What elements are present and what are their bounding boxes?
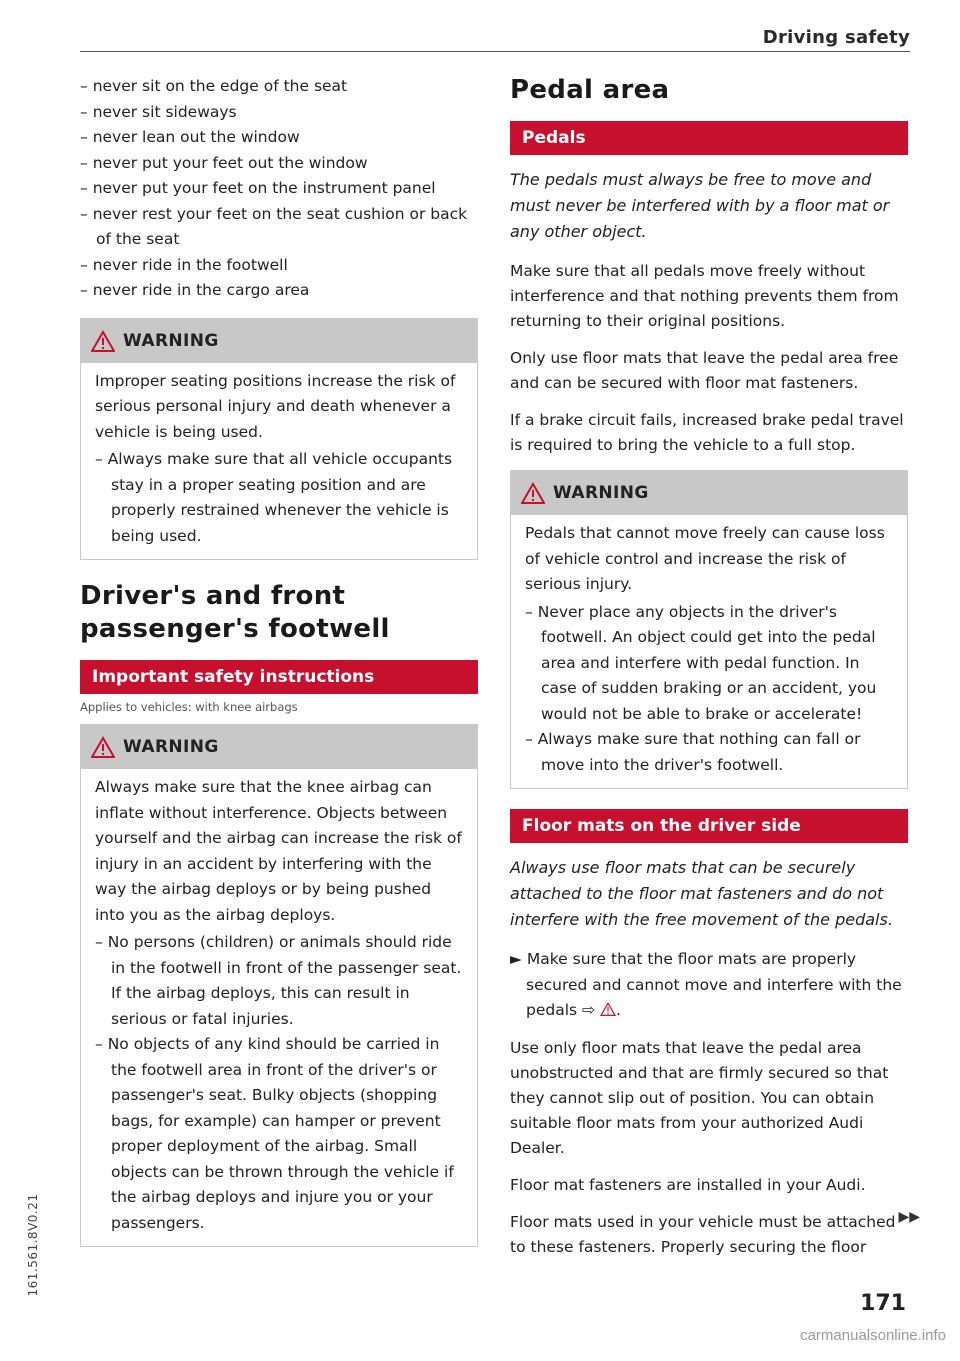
warning-triangle-icon	[521, 482, 545, 504]
step-period: .	[615, 1001, 621, 1019]
list-item: – No objects of any kind should be carried in the footwell area in front of the driver's or passenger's seat. Bulky objects (shopping bags, for example) can hamper or prevent proper deployment of the airbag. Small objects can be thrown through the vehicle if the airbag deploys and injure you or your passengers.	[95, 1032, 463, 1236]
paragraph: Floor mat fasteners are installed in your Audi.	[510, 1175, 866, 1194]
list-item: – never rest your feet on the seat cushion or back of the seat	[80, 202, 478, 253]
warning-text: Improper seating positions increase the risk of serious personal injury and death whenever a vehicle is being used.	[95, 371, 456, 441]
side-code-text: 161.561.8V0.21	[26, 1193, 40, 1297]
list-item: – never put your feet on the instrument panel	[80, 176, 478, 202]
running-header: Driving safety	[762, 27, 910, 48]
paragraph: Use only floor mats that leave the pedal area unobstructed and that are firmly secured so that they cannot slip out of position. You can obtain suitable floor mats from your authorized Audi Dealer.	[510, 1038, 889, 1157]
subsection-bar-safety: Important safety instructions	[80, 660, 478, 694]
warning-list	[95, 447, 463, 549]
paragraph: Only use floor mats that leave the pedal area free and can be secured with floor mat fasteners.	[510, 349, 899, 392]
list-item: – never sit on the edge of the seat	[80, 74, 478, 100]
step-arrow-icon: ►	[510, 950, 527, 968]
paragraph: Make sure that all pedals move freely without interference and that nothing prevents them from returning to their original positions.	[510, 262, 899, 330]
warning-label: WARNING	[553, 483, 649, 503]
warning-body	[81, 769, 477, 1246]
warning-triangle-icon	[600, 1002, 616, 1016]
warning-list	[525, 600, 893, 779]
seat-rules-list	[80, 74, 478, 304]
step-text: Make sure that the floor mats are properly secured and cannot move and interfere with the pedals	[526, 950, 902, 1019]
watermark: carmanualsonline.info	[800, 1327, 946, 1344]
side-code	[22, 1175, 44, 1315]
warning-text: Pedals that cannot move freely can cause loss of vehicle control and increase the risk of serious injury.	[525, 524, 885, 593]
paragraph: If a brake circuit fails, increased brake pedal travel is required to bring the vehicle to a full stop.	[510, 411, 904, 454]
warning-list	[95, 930, 463, 1236]
warning-header	[81, 319, 477, 363]
subsection-bar-pedals: Pedals	[510, 121, 908, 155]
warning-box-seating	[80, 318, 478, 561]
applies-note: Applies to vehicles: with knee airbags	[80, 700, 298, 714]
continue-arrow-icon: ▶▶	[898, 1209, 920, 1225]
warning-label: WARNING	[123, 330, 219, 351]
list-item: – never sit sideways	[80, 100, 478, 126]
list-item: – never ride in the cargo area	[80, 278, 478, 304]
warning-triangle-icon	[91, 330, 115, 352]
warning-text: Always make sure that the knee airbag can inflate without interference. Objects between yourself and the airbag can increase the risk of injury in an accident by interfering with the way the airbag deploys or by being pushed into you as the airbag deploys.	[95, 778, 462, 924]
warning-box-pedals	[510, 470, 908, 789]
warning-box-knee-airbag	[80, 724, 478, 1247]
warning-header	[511, 471, 907, 515]
paragraph: Floor mats used in your vehicle must be attached to these fasteners. Properly securing the floor	[510, 1212, 896, 1256]
warning-triangle-icon	[91, 736, 115, 758]
page-number: 171	[860, 1291, 906, 1316]
list-item: – never lean out the window	[80, 125, 478, 151]
left-column	[80, 74, 478, 1267]
warning-body	[81, 363, 477, 560]
warning-label: WARNING	[123, 737, 219, 757]
warning-body	[511, 515, 907, 788]
list-item: – Always make sure that nothing can fall or move into the driver's footwell.	[525, 727, 893, 778]
list-item: – never put your feet out the window	[80, 151, 478, 177]
subsection-bar-floor-mats: Floor mats on the driver side	[510, 809, 908, 843]
right-column	[510, 74, 908, 1272]
list-item: – Never place any objects in the driver's footwell. An object could get into the pedal area and interfere with pedal function. In case of sudden braking or an accident, you would not be able to brake or accelerate!	[525, 600, 893, 728]
floor-intro: Always use floor mats that can be securely attached to the floor mat fasteners and do not interfere with the free movement of the pedals.	[510, 858, 893, 929]
list-item: – No persons (children) or animals should ride in the footwell in front of the passenger seat. If the airbag deploys, this can result in serious or fatal injuries.	[95, 930, 463, 1032]
header-rule	[80, 51, 910, 52]
list-item: – Always make sure that all vehicle occupants stay in a proper seating position and are properly restrained whenever the vehicle is being used.	[95, 447, 463, 549]
section-title-pedal-area: Pedal area	[510, 75, 670, 105]
section-title-footwell: Driver's and front passenger's footwell	[80, 581, 390, 644]
step-item	[510, 947, 908, 1024]
list-item: – never ride in the footwell	[80, 253, 478, 279]
warning-header	[81, 725, 477, 769]
reference-arrow-icon: ⇨	[582, 1001, 596, 1019]
pedals-intro: The pedals must always be free to move and must never be interfered with by a floor mat or any other object.	[510, 170, 890, 241]
